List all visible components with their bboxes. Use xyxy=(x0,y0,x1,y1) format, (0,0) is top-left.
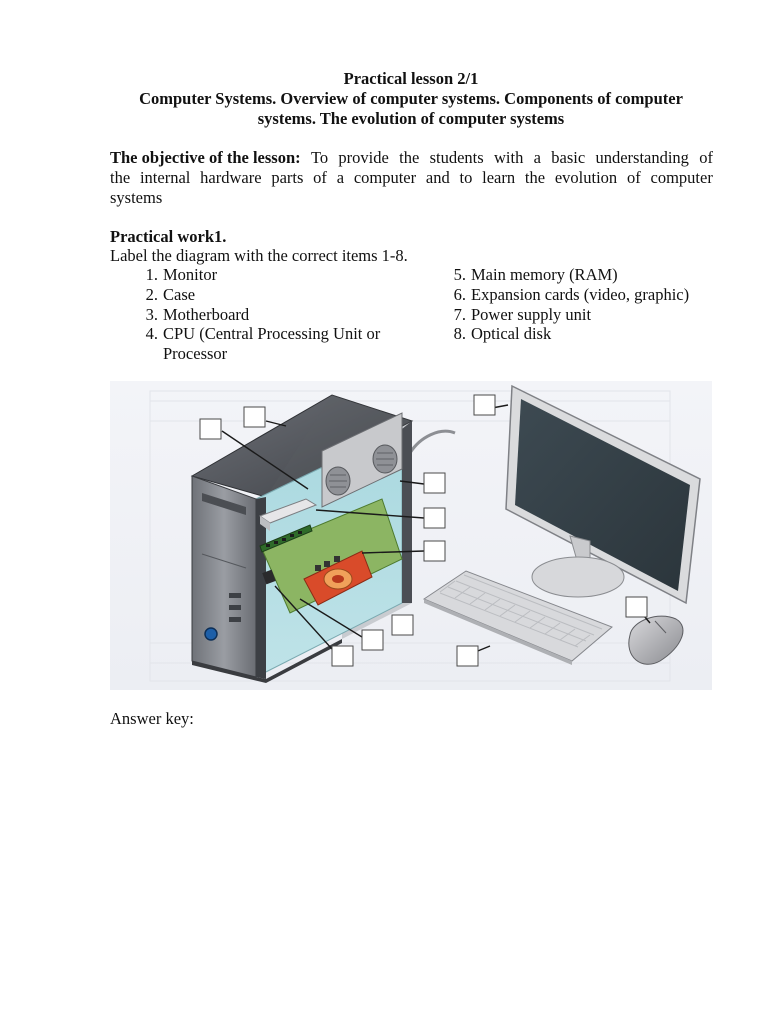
list-text: Expansion cards (video, graphic) xyxy=(471,285,690,304)
list-text: Main memory (RAM) xyxy=(471,265,618,284)
word: a xyxy=(336,168,345,187)
word: evolution xyxy=(554,168,618,187)
word: of xyxy=(699,148,713,167)
word: parts xyxy=(271,168,304,187)
list-number: 6. xyxy=(453,285,466,304)
list-number: 4. xyxy=(145,324,158,343)
word: To xyxy=(310,148,329,167)
word: computer xyxy=(353,168,417,187)
list-text: Case xyxy=(163,285,196,304)
practical-instruction: Label the diagram with the correct items 1-8. xyxy=(110,246,408,265)
label-box[interactable] xyxy=(424,541,445,561)
label-box[interactable] xyxy=(362,630,383,650)
list-text: Optical disk xyxy=(471,324,552,343)
word: internal xyxy=(139,168,191,187)
word: provide xyxy=(338,148,389,167)
word: basic xyxy=(551,148,586,167)
practical-heading: Practical work1. xyxy=(110,227,227,246)
word: computer xyxy=(650,168,713,187)
list-number: 1. xyxy=(145,265,158,284)
word: of xyxy=(313,168,327,187)
front-port xyxy=(229,617,241,622)
word: of xyxy=(626,168,641,187)
word: understanding xyxy=(595,148,689,167)
list-number: 5. xyxy=(453,265,466,284)
objective-line-3: systems xyxy=(110,188,163,207)
objective-label: The objective of the lesson: xyxy=(110,148,301,167)
answer-key-label: Answer key: xyxy=(110,709,194,728)
chip xyxy=(315,565,321,571)
label-box[interactable] xyxy=(424,508,445,528)
lesson-subtitle-line-2: systems. The evolution of computer systems xyxy=(257,109,565,128)
case-right-edge xyxy=(402,421,412,603)
list-number: 7. xyxy=(453,305,466,324)
label-box[interactable] xyxy=(424,473,445,493)
word: to xyxy=(459,168,473,187)
word: a xyxy=(533,148,541,167)
chip xyxy=(324,561,330,567)
computer-hardware-diagram xyxy=(110,381,712,690)
front-port xyxy=(229,605,241,610)
list-text: CPU (Central Processing Unit or xyxy=(163,324,381,343)
label-box[interactable] xyxy=(474,395,495,415)
list-number: 8. xyxy=(453,324,466,343)
objective-line-1 xyxy=(110,148,713,168)
label-box[interactable] xyxy=(200,419,221,439)
chip xyxy=(334,556,340,562)
list-text: Monitor xyxy=(163,265,218,284)
list-number: 3. xyxy=(145,305,158,324)
word: students xyxy=(429,148,484,167)
lesson-title: Practical lesson 2/1 xyxy=(343,69,479,88)
word: with xyxy=(493,148,524,167)
lesson-subtitle-line-1: Computer Systems. Overview of computer systems. Components of computer xyxy=(139,89,683,108)
label-box[interactable] xyxy=(626,597,647,617)
label-box[interactable] xyxy=(457,646,478,666)
list-item-continuation: Processor xyxy=(163,344,228,363)
objective-line-2 xyxy=(110,168,713,188)
label-box[interactable] xyxy=(332,646,353,666)
word: learn xyxy=(482,168,516,187)
power-button-icon xyxy=(205,628,217,640)
word: and xyxy=(425,168,450,187)
word: the xyxy=(110,168,131,187)
word: the xyxy=(524,168,546,187)
front-port xyxy=(229,593,241,598)
label-box[interactable] xyxy=(244,407,265,427)
list-text: Motherboard xyxy=(163,305,250,324)
label-box[interactable] xyxy=(392,615,413,635)
word: the xyxy=(399,148,420,167)
list-number: 2. xyxy=(145,285,158,304)
word: hardware xyxy=(200,168,262,187)
list-text: Power supply unit xyxy=(471,305,592,324)
